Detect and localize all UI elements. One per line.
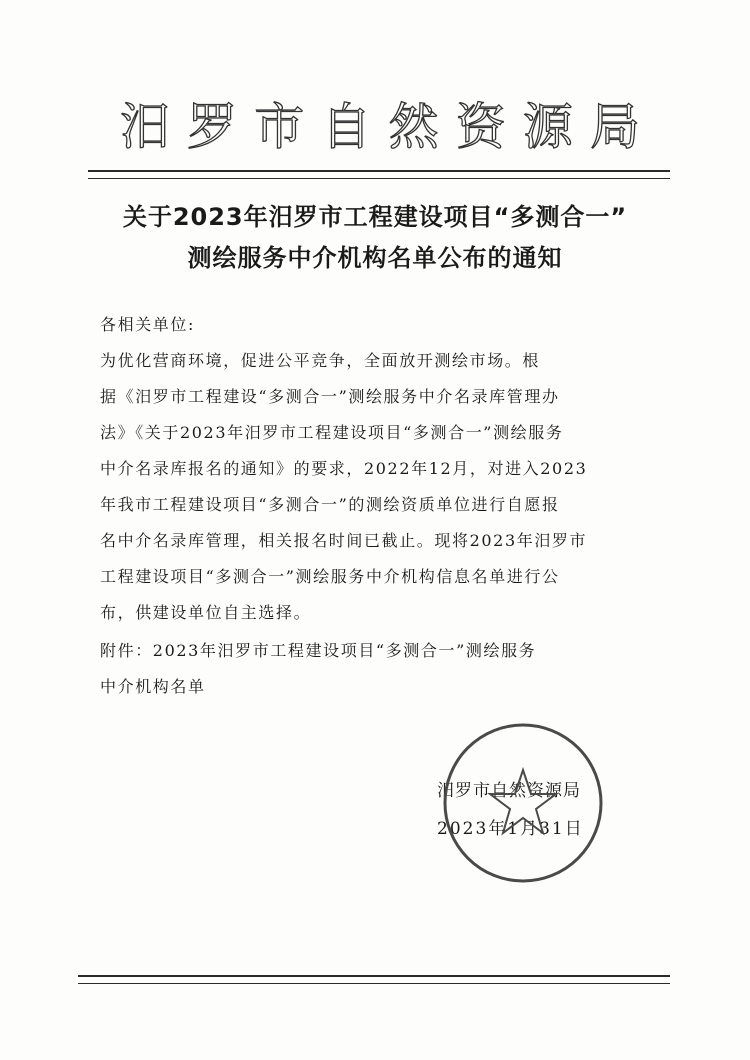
signature-date: 2023年1月31日 bbox=[437, 819, 584, 839]
letterhead-divider bbox=[88, 170, 670, 179]
body-line: 工程建设项目“多测合一”测绘服务中介机构信息名单进行公 bbox=[100, 567, 560, 586]
letterhead-char: 市 bbox=[254, 98, 305, 156]
body-line: 中介名录库报名的通知》的要求，2022年12月，对进入2023 bbox=[100, 459, 588, 478]
body-line: 法》《关于2023年汨罗市工程建设项目“多测合一”测绘服务 bbox=[100, 423, 564, 442]
star-icon bbox=[490, 770, 556, 833]
body-line: 名中介名录库管理，相关报名时间已截止。现将2023年汨罗市 bbox=[100, 531, 588, 550]
official-seal bbox=[438, 718, 608, 888]
body-line: 据《汨罗市工程建设“多测合一”测绘服务中介名录库管理办 bbox=[100, 387, 560, 406]
letterhead-char: 自 bbox=[321, 98, 372, 156]
seal-ring bbox=[445, 725, 601, 881]
letterhead-char: 资 bbox=[455, 98, 506, 156]
notice-title-line-1: 关于2023年汨罗市工程建设项目“多测合一” bbox=[122, 203, 628, 231]
salutation: 各相关单位: bbox=[100, 315, 195, 334]
letterhead bbox=[120, 92, 640, 162]
body-line: 年我市工程建设项目“多测合一”的测绘资质单位进行自愿报 bbox=[100, 495, 560, 514]
signature-organization: 汨罗市自然资源局 bbox=[437, 781, 581, 801]
letterhead-char: 汨 bbox=[120, 98, 170, 156]
letterhead-char: 局 bbox=[589, 98, 640, 156]
body-line: 布，供建设单位自主选择。 bbox=[100, 603, 312, 622]
letterhead-char: 源 bbox=[522, 98, 573, 156]
seal-graphic bbox=[438, 718, 608, 888]
body-line: 为优化营商环境，促进公平竞争，全面放开测绘市场。根 bbox=[100, 351, 541, 370]
attachment-line-1: 附件：2023年汨罗市工程建设项目“多测合一”测绘服务 bbox=[100, 641, 537, 660]
letterhead-char: 罗 bbox=[187, 98, 238, 156]
letterhead-char: 然 bbox=[388, 98, 439, 156]
notice-title-line-2: 测绘服务中介机构名单公布的通知 bbox=[187, 244, 563, 272]
footer-divider bbox=[78, 975, 670, 984]
attachment-line-2: 中介机构名单 bbox=[100, 677, 206, 696]
